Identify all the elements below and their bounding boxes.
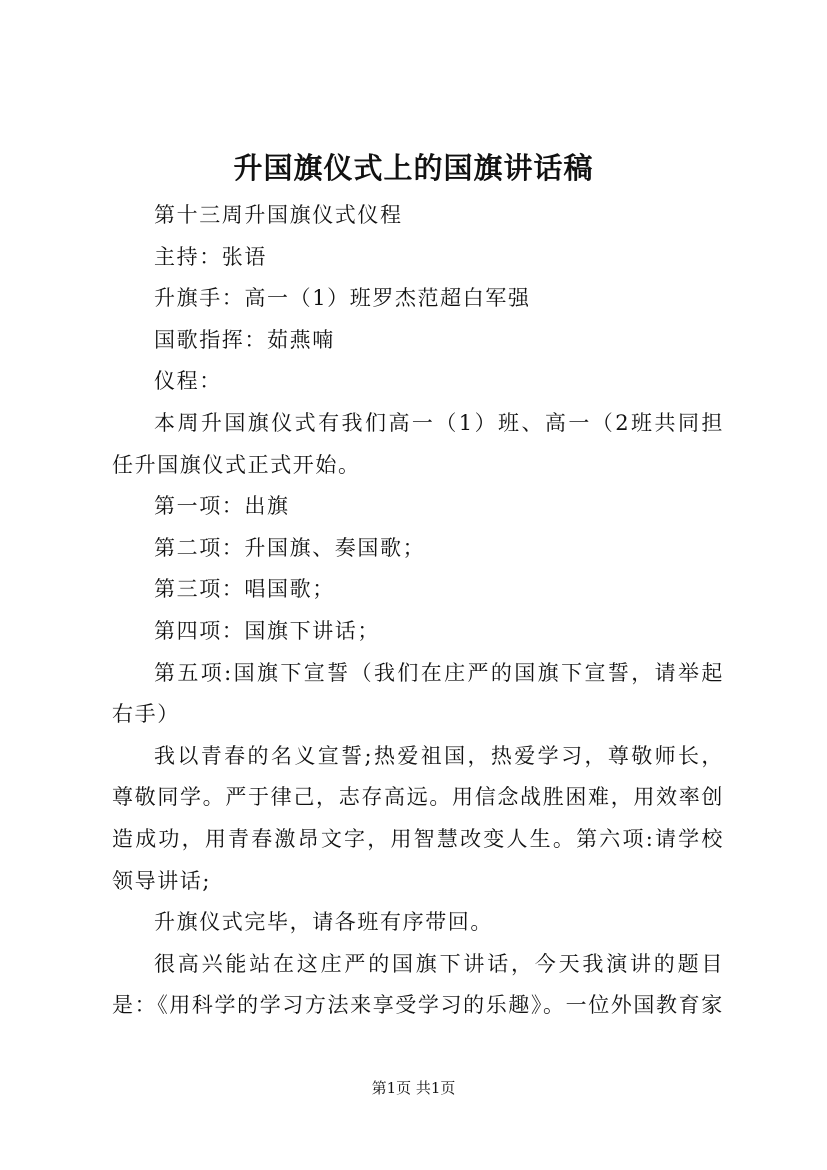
- paragraph-procedure-heading: 仪程：: [154, 369, 222, 394]
- paragraph-week-ceremony: 第十三周升国旗仪式仪程: [154, 203, 403, 227]
- paragraph-speech-intro: 很高兴能站在这庄严的国旗下讲话，今天我演讲的题目是：《用科学的学习方法来享受学习的乐趣》。一位外国教育家: [112, 951, 724, 1018]
- paragraph-ceremony-end: 升旗仪式完毕，请各班有序带回。: [154, 910, 493, 935]
- paragraph-item-3: 第三项：唱国歌；: [154, 577, 335, 602]
- paragraph-item-5: 第五项:国旗下宣誓（我们在庄严的国旗下宣誓，请举起右手）: [112, 660, 724, 727]
- paragraph-item-1: 第一项：出旗: [154, 494, 290, 519]
- paragraph-flag-raisers: 升旗手：高一（1）班罗杰范超白军强: [154, 286, 531, 311]
- document-body: [112, 195, 724, 1027]
- paragraph-host: 主持：张语: [154, 244, 267, 269]
- paragraph-item-2: 第二项：升国旗、奏国歌；: [154, 535, 426, 560]
- paragraph-ceremony-start: 本周升国旗仪式有我们高一（1）班、高一（2班共同担任升国旗仪式正式开始。: [112, 410, 724, 477]
- document-title: 升国旗仪式上的国旗讲话稿: [233, 151, 594, 185]
- paragraph-oath: 我以青春的名义宣誓;热爱祖国，热爱学习，尊敬师长，尊敬同学。严于律己，志存高远。用信念战胜困难，用效率创造成功，用青春激昂文字，用智慧改变人生。第六项:请学校领导讲话;: [112, 743, 724, 893]
- paragraph-anthem-conductor: 国歌指挥：茹燕喃: [154, 327, 335, 352]
- page-footer: 第1页 共1页: [371, 1079, 456, 1097]
- paragraph-item-4: 第四项：国旗下讲话；: [154, 618, 380, 643]
